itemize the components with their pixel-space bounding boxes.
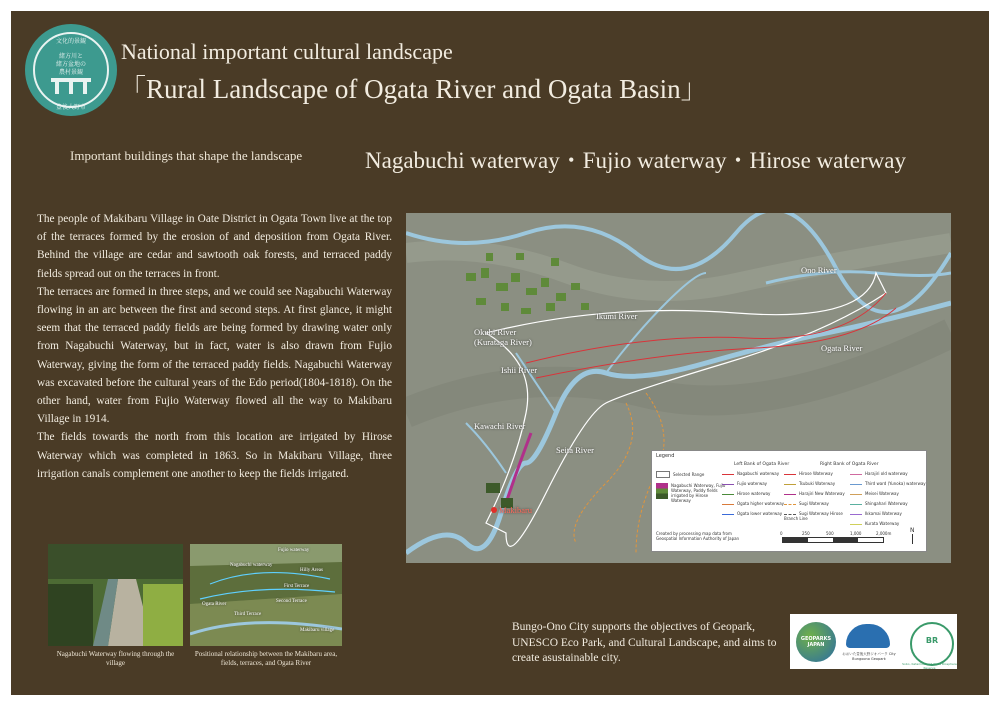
map-label-okubi-river: Okubi River [474, 327, 517, 337]
legend-label: Harajiri old waterway [865, 471, 908, 476]
legend-swatch [850, 514, 862, 515]
map-label-ogata-river: Ogata River [821, 343, 863, 353]
legend-item-col3-3 [784, 501, 829, 506]
legend-swatch [722, 514, 734, 515]
scale-tick-0: 0 [780, 531, 783, 536]
photo-label-first-terrace: First Terrace [284, 584, 310, 589]
legend-swatch [784, 484, 796, 485]
legend-item-col2-3 [722, 501, 784, 506]
photo-label-second-terrace: Second Terrace [276, 599, 307, 604]
legend-swatch [850, 494, 862, 495]
aerial-terrace-photo [190, 544, 342, 646]
scale-bar [782, 537, 884, 543]
legend-item-col3-2 [784, 491, 845, 496]
section-heading: Nagabuchi waterway・Fujio waterway・Hirose waterway [365, 148, 906, 173]
legend-swatch [850, 484, 862, 485]
legend-item-col4-1 [850, 481, 926, 486]
legend-swatch [722, 474, 734, 475]
legend-item-col2-4 [722, 511, 782, 516]
legend-label: Hirose Waterway [799, 471, 833, 476]
scale-tick-250: 250 [802, 531, 810, 536]
map-label-ono-river: Ono River [801, 265, 837, 275]
seal-text-2: 緒方盆地の [55, 61, 86, 68]
left-photo-caption: Nagabuchi Waterway flowing through the village [56, 650, 175, 667]
legend-item-selected-range [656, 471, 704, 478]
waterway-photo-illustration [48, 544, 183, 646]
scale-tick-1000: 1,000 [850, 531, 862, 536]
map-label-kurataga-river: (Kurataga River) [474, 337, 532, 347]
legend-label: Third ward (Yunoka) waterway [865, 481, 926, 486]
section-subtitle: Important buildings that shape the landscape [70, 148, 303, 163]
photo-label-nagabuchi: Nagabuchi waterway [230, 563, 273, 568]
right-photo-caption: Positional relationship between the Makibaru area, fields, terraces, and Ogata River [194, 650, 338, 667]
legend-label: Harajiri New Waterway [799, 491, 845, 496]
body-paragraph-1: The people of Makibaru Village in Oate District in Ogata Town live at the top of the terraces formed by the erosion of and deposition from Ogata River. Behind the village are cedar and sawtooth oak forests, and terraced paddy fields spread out on the terraces in front. [37, 213, 392, 280]
map-label-ishii-river: Ishii River [501, 365, 538, 375]
legend-label: Sugi Waterway Hirose Branch Line [784, 511, 843, 521]
seal-bottom-text: 豊後大野市 [55, 104, 86, 111]
legend-swatch [722, 504, 734, 505]
seal-text-3: 農村景観 [58, 69, 83, 76]
photo-label-ogata-river: Ogata River [202, 602, 227, 607]
legend-item-col3-4 [784, 511, 848, 521]
legend-swatch [850, 524, 862, 525]
legend-swatch [722, 484, 734, 485]
biosphere-reserve-caption: Sobo, Katamuki and Okue Biosphere Reserve [902, 662, 957, 670]
photo-label-makibaru: Makibaru village [300, 628, 335, 633]
legend-item-col4-5 [850, 521, 899, 526]
legend-swatch [784, 504, 796, 505]
legend-label: Fujio waterway [737, 481, 768, 486]
legend-item-col3-1 [784, 481, 835, 486]
legend-item-col4-4 [850, 511, 902, 516]
body-paragraph-3: The fields towards the north from this location are irrigated by Hirose Waterway which was completed in 1863. So in Makibaru Village, three irrigation canals complement one another to keep the fields irrigated. [37, 431, 392, 480]
north-arrow-icon [910, 527, 915, 544]
map-label-seita-river: Seita River [556, 445, 595, 455]
photo-label-hilly: Hilly Areas [300, 568, 323, 573]
legend-label: Tsubuki Waterway [799, 481, 836, 486]
board-title-line1: National important cultural landscape [121, 39, 453, 64]
legend-source-note: Created by processing map data from Geospatial Information Authority of Japan [656, 531, 740, 541]
legend-item-col4-3 [850, 501, 908, 506]
legend-title: Legend [656, 453, 675, 459]
legend-right-bank-head: Right Bank of Ogata River [820, 462, 879, 467]
legend-swatch [656, 471, 670, 478]
legend-swatch [784, 494, 796, 495]
legend-item-col4-2 [850, 491, 899, 496]
legend-item-col4-0 [850, 471, 908, 476]
seal-top-text: 文化的景観 [55, 38, 86, 45]
map-label-kawachi-river: Kawachi River [474, 421, 526, 431]
legend-label: Ogata lower waterway [737, 511, 783, 516]
bungoono-geopark-caption: おおいた豊後大野ジオパーク City Bungoono Geopark [842, 652, 896, 661]
waterway-map [406, 213, 951, 563]
legend-item-fields [656, 483, 726, 503]
legend-label: Kurata Waterway [865, 521, 900, 526]
legend-label: Ikkamai Waterway [865, 511, 902, 516]
partner-logos [790, 614, 957, 669]
bottom-statement: Bungo-Ono City supports the objectives of Geopark, UNESCO Eco Park, and Cultural Landscape, and aims to create asustainable city. [512, 621, 777, 664]
scale-tick-2000: 2,000m [876, 531, 892, 536]
legend-label: Ogata higher waterway [737, 501, 785, 506]
legend-swatch [850, 474, 862, 475]
north-arrow-line [912, 534, 913, 544]
legend-label: Shingahari Waterway [865, 501, 908, 506]
legend-item-col2-0 [722, 471, 779, 476]
seal-text-1: 緒方川と [58, 53, 83, 60]
north-label: N [910, 527, 915, 534]
legend-item-col3-0 [784, 471, 833, 476]
geoparks-japan-text: GEOPARKS JAPAN [800, 636, 832, 648]
legend-item-col2-2 [722, 491, 770, 496]
map-label-makibaru: Makibaru [499, 505, 533, 515]
legend-left-bank-head: Left Bank of Ogata River [734, 462, 790, 467]
map-label-ikumi-river: Ikumi River [596, 311, 638, 321]
photo-label-third-terrace: Third Terrace [234, 612, 262, 617]
legend-label: Nagabuchi Waterway, Fujio Waterway, Paddy fields irrigated by Hirose Waterway [671, 483, 726, 503]
legend-label: Selected Range [673, 472, 705, 477]
legend-label: Hirose waterway [737, 491, 771, 496]
scale-tick-500: 500 [826, 531, 834, 536]
board-title-line2: 「Rural Landscape of Ogata River and Ogata Basin」 [119, 74, 708, 104]
nagabuchi-waterway-photo [48, 544, 183, 646]
body-text [37, 210, 392, 483]
legend-label: Nagabuchi waterway [737, 471, 780, 476]
legend-label: Meisei Waterway [865, 491, 899, 496]
bungoono-geopark-logo [846, 624, 890, 648]
legend-swatch [722, 494, 734, 495]
map-legend [651, 450, 927, 552]
photo-label-fujio: Fujio waterway [278, 548, 310, 553]
legend-swatch [784, 474, 796, 475]
legend-label: Sugi Waterway [799, 501, 829, 506]
legend-item-col2-1 [722, 481, 767, 486]
biosphere-reserve-mark: BR [925, 636, 939, 645]
legend-swatch [784, 514, 796, 515]
body-paragraph-2: The terraces are formed in three steps, and we could see Nagabuchi Waterway flowing in an arc between the first and second steps. At first glance, it might seem that the terraced paddy fields are being formed by drawing water only from Nagabuchi Waterway, but in fact, water is also drawn from Fujio Waterway, giving the form of the terraced paddy fields. Nagabuchi Waterway was excavated before the cultural years of the Edo period(1804-1818). On the other hand, water from Fujio Waterway flowed all the way to Makibaru Village in 1914. [37, 285, 392, 426]
legend-swatch [656, 483, 668, 499]
cultural-landscape-seal [25, 24, 117, 116]
legend-swatch [850, 504, 862, 505]
